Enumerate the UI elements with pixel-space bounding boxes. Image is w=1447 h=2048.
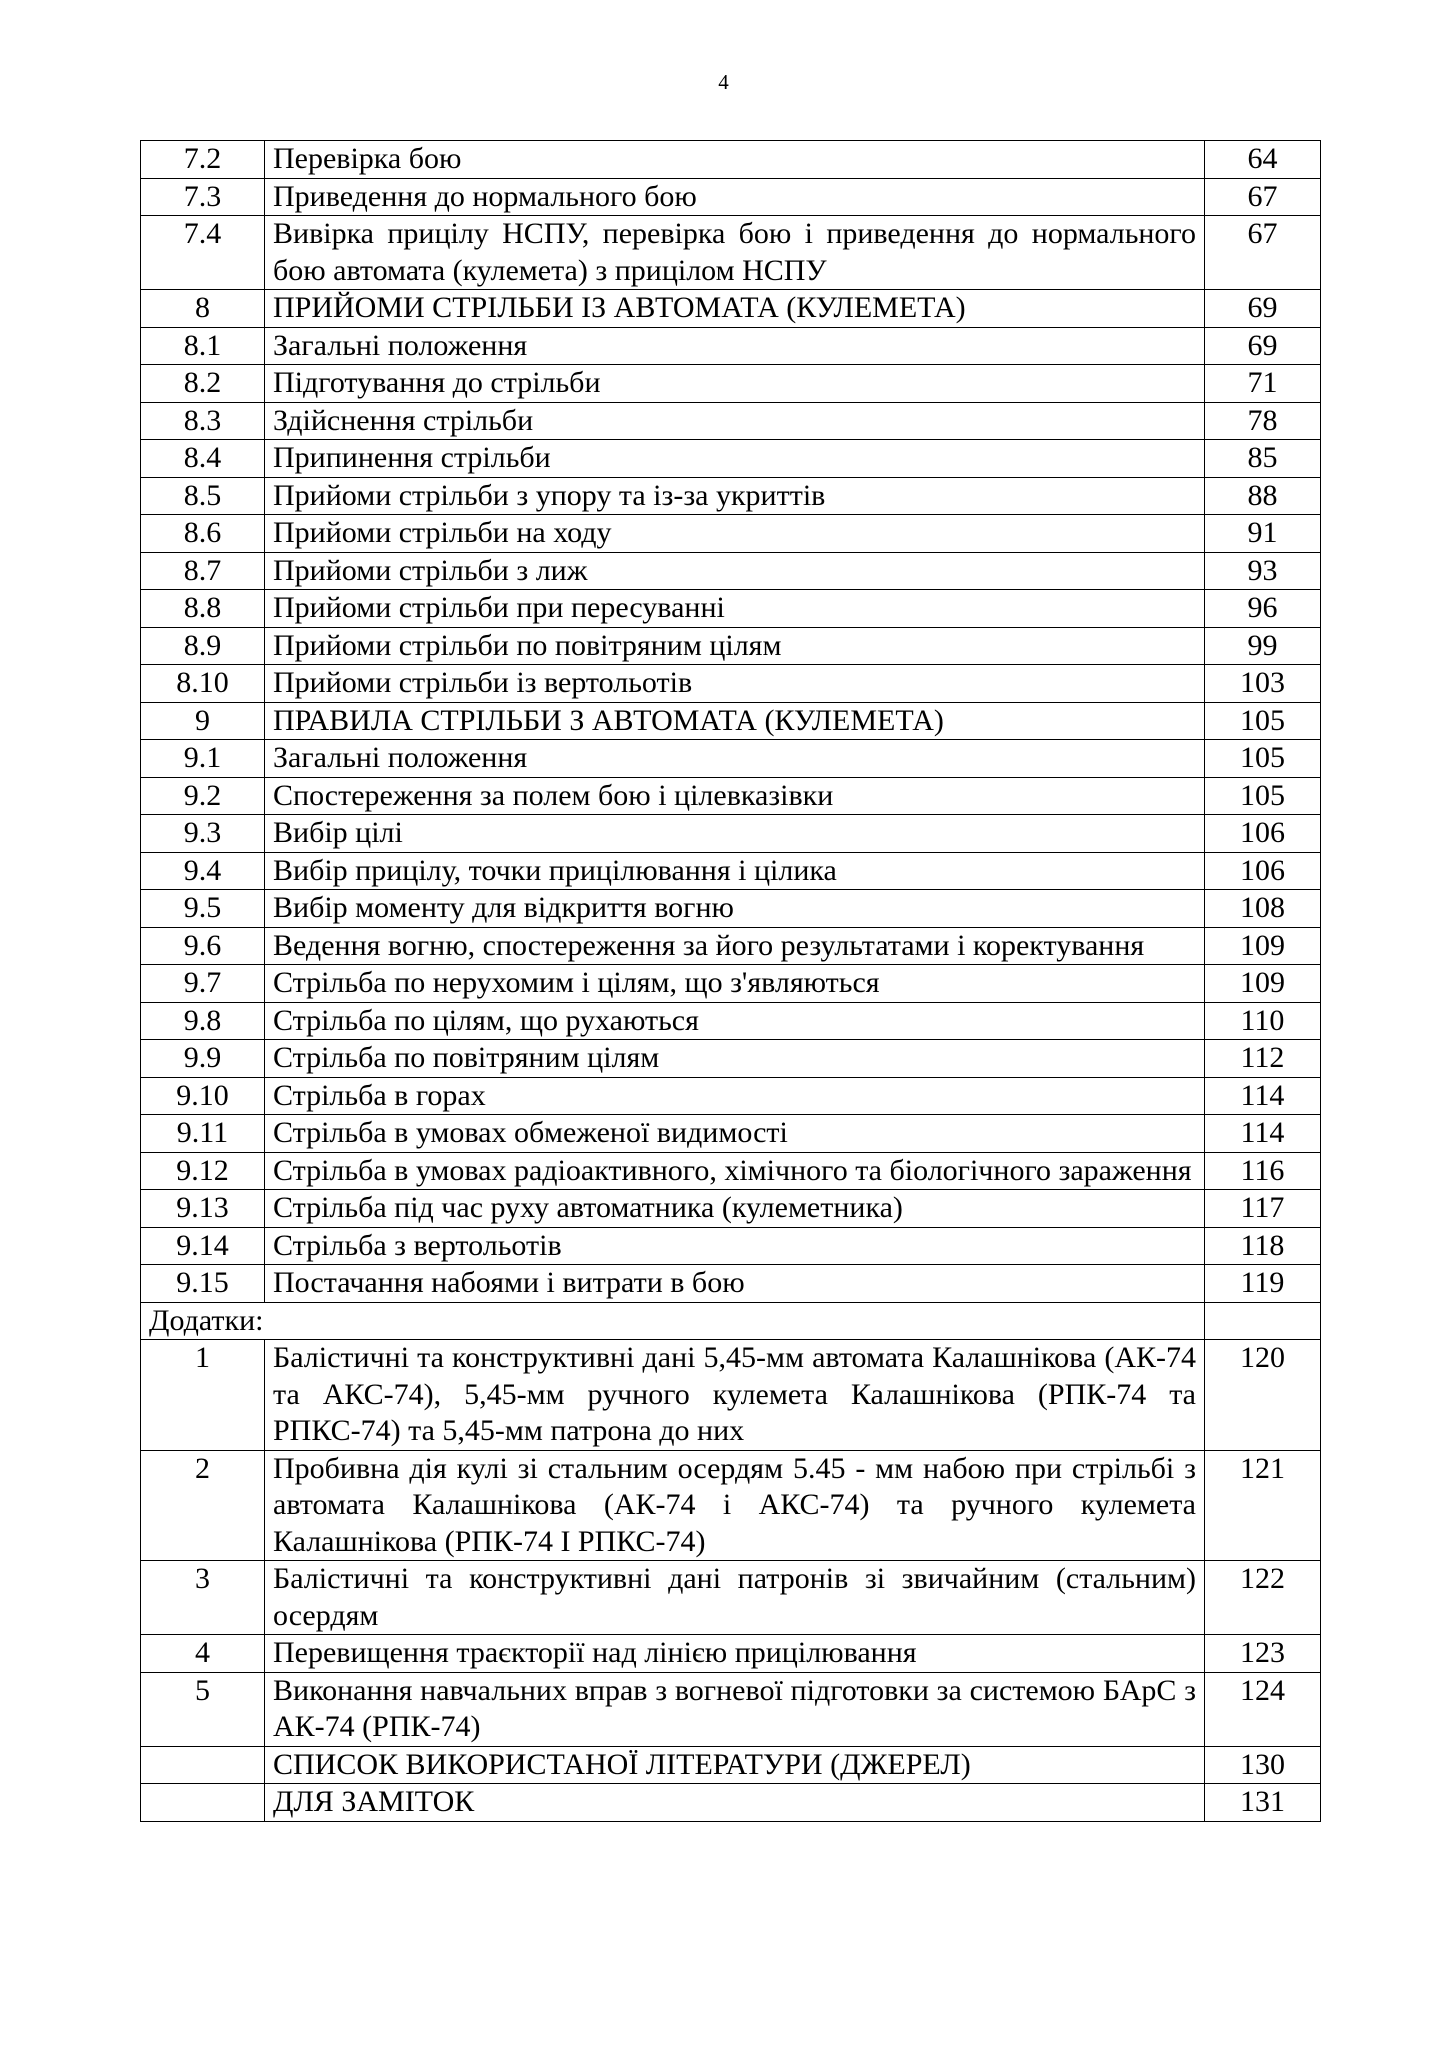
toc-row (141, 552, 1321, 590)
toc-title: СПИСОК ВИКОРИСТАНОЇ ЛІТЕРАТУРИ (ДЖЕРЕЛ) (265, 1746, 1205, 1784)
toc-row (141, 178, 1321, 216)
toc-page-number: 88 (1205, 477, 1321, 515)
toc-title: Спостереження за полем бою і цілевказівки (265, 777, 1205, 815)
toc-row (141, 702, 1321, 740)
toc-title: Ведення вогню, спостереження за його результатами і коректування (265, 927, 1205, 965)
toc-title: Вибір прицілу, точки прицілювання і цілика (265, 852, 1205, 890)
toc-number: 8.10 (141, 665, 265, 703)
toc-row (141, 1002, 1321, 1040)
toc-row (141, 627, 1321, 665)
toc-title: Виконання навчальних вправ з вогневої підготовки за системою БАрС з АК-74 (РПК-74) (265, 1672, 1205, 1746)
toc-page-number: 105 (1205, 702, 1321, 740)
toc-title: Прийоми стрільби по повітряним цілям (265, 627, 1205, 665)
toc-title: Прийоми стрільби при пересуванні (265, 590, 1205, 628)
toc-title: Перевірка бою (265, 141, 1205, 179)
toc-page-number: 114 (1205, 1115, 1321, 1153)
toc-title: Стрільба в умовах обмеженої видимості (265, 1115, 1205, 1153)
toc-page-number: 103 (1205, 665, 1321, 703)
toc-number (141, 1784, 265, 1822)
toc-number: 9.15 (141, 1265, 265, 1303)
toc-title: Прийоми стрільби з упору та із-за укриттів (265, 477, 1205, 515)
toc-page-number: 116 (1205, 1152, 1321, 1190)
toc-row (141, 1672, 1321, 1746)
toc-title: Приведення до нормального бою (265, 178, 1205, 216)
toc-row (141, 1227, 1321, 1265)
toc-row (141, 890, 1321, 928)
toc-title: ПРАВИЛА СТРІЛЬБИ З АВТОМАТА (КУЛЕМЕТА) (265, 702, 1205, 740)
toc-number: 8.7 (141, 552, 265, 590)
toc-number: 5 (141, 1672, 265, 1746)
toc-page-number: 119 (1205, 1265, 1321, 1303)
toc-title: Стрільба по цілям, що рухаються (265, 1002, 1205, 1040)
toc-page-number: 105 (1205, 777, 1321, 815)
toc-number: 9.7 (141, 965, 265, 1003)
toc-page-number: 117 (1205, 1190, 1321, 1228)
toc-number: 8.1 (141, 327, 265, 365)
toc-page-number: 121 (1205, 1450, 1321, 1561)
toc-page-number: 91 (1205, 515, 1321, 553)
toc-number: 9.5 (141, 890, 265, 928)
toc-number: 9.14 (141, 1227, 265, 1265)
toc-row (141, 216, 1321, 290)
toc-page-number: 69 (1205, 290, 1321, 328)
toc-page-number: 71 (1205, 365, 1321, 403)
toc-page-number: 85 (1205, 440, 1321, 478)
toc-title: Стрільба під час руху автоматника (кулеметника) (265, 1190, 1205, 1228)
toc-page-number: 106 (1205, 815, 1321, 853)
toc-page-number: 78 (1205, 402, 1321, 440)
toc-number: 9.9 (141, 1040, 265, 1078)
toc-page-number: 112 (1205, 1040, 1321, 1078)
toc-number: 1 (141, 1340, 265, 1451)
toc-page-number: 96 (1205, 590, 1321, 628)
toc-number: 9.4 (141, 852, 265, 890)
toc-page-number: 109 (1205, 965, 1321, 1003)
toc-number: 9.8 (141, 1002, 265, 1040)
toc-title: Стрільба в горах (265, 1077, 1205, 1115)
toc-title: Пробивна дія кулі зі стальним осердям 5.45 - мм набою при стрільбі з автомата Калашнікова (АК-74 і АКС-74) та ручного кулемета Калашнікова (РПК-74 І РПКС-74) (265, 1450, 1205, 1561)
toc-page-number: 64 (1205, 141, 1321, 179)
toc-page-number: 114 (1205, 1077, 1321, 1115)
toc-row (141, 1340, 1321, 1451)
toc-page-number: 109 (1205, 927, 1321, 965)
toc-number: 9 (141, 702, 265, 740)
toc-row (141, 327, 1321, 365)
toc-row (141, 815, 1321, 853)
toc-number: 9.13 (141, 1190, 265, 1228)
toc-row (141, 440, 1321, 478)
toc-row (141, 1077, 1321, 1115)
toc-number: 9.6 (141, 927, 265, 965)
toc-row (141, 1190, 1321, 1228)
toc-number: 9.11 (141, 1115, 265, 1153)
toc-row (141, 1746, 1321, 1784)
toc-row (141, 665, 1321, 703)
toc-page-number: 120 (1205, 1340, 1321, 1451)
toc-number: 9.12 (141, 1152, 265, 1190)
toc-row (141, 927, 1321, 965)
toc-title: Вибір моменту для відкриття вогню (265, 890, 1205, 928)
toc-number: 9.3 (141, 815, 265, 853)
toc-row (141, 477, 1321, 515)
toc-title: Підготування до стрільби (265, 365, 1205, 403)
toc-title: Стрільба по повітряним цілям (265, 1040, 1205, 1078)
toc-row (141, 1561, 1321, 1635)
toc-page-number: 123 (1205, 1635, 1321, 1673)
toc-title: ДЛЯ ЗАМІТОК (265, 1784, 1205, 1822)
toc-row (141, 1040, 1321, 1078)
toc-page-number: 67 (1205, 216, 1321, 290)
toc-number (141, 1746, 265, 1784)
toc-row (141, 740, 1321, 778)
toc-number: 8.8 (141, 590, 265, 628)
toc-title: Балістичні та конструктивні дані 5,45-мм автомата Калашнікова (АК-74 та АКС-74), 5,45-мм ручного кулемета Калашнікова (РПК-74 та РПКС-74) та 5,45-мм патрона до них (265, 1340, 1205, 1451)
toc-title: Стрільба в умовах радіоактивного, хімічного та біологічного зараження (265, 1152, 1205, 1190)
toc-page-number: 99 (1205, 627, 1321, 665)
toc-title: Вибір цілі (265, 815, 1205, 853)
toc-title: Балістичні та конструктивні дані патронів зі звичайним (стальним) осердям (265, 1561, 1205, 1635)
toc-number: 8.3 (141, 402, 265, 440)
toc-page-cell (1205, 1302, 1321, 1340)
toc-number: 8.6 (141, 515, 265, 553)
toc-title: Перевищення траєкторії над лінією прицілювання (265, 1635, 1205, 1673)
toc-page-number: 118 (1205, 1227, 1321, 1265)
toc-number: 9.1 (141, 740, 265, 778)
toc-number: 8.9 (141, 627, 265, 665)
toc-row (141, 1265, 1321, 1303)
toc-row (141, 365, 1321, 403)
table-of-contents (140, 140, 1321, 1822)
toc-number: 2 (141, 1450, 265, 1561)
toc-number: 4 (141, 1635, 265, 1673)
toc-page-number: 105 (1205, 740, 1321, 778)
toc-title: ПРИЙОМИ СТРІЛЬБИ ІЗ АВТОМАТА (КУЛЕМЕТА) (265, 290, 1205, 328)
toc-row (141, 852, 1321, 890)
toc-title: Припинення стрільби (265, 440, 1205, 478)
toc-page-number: 122 (1205, 1561, 1321, 1635)
toc-row (141, 1302, 1321, 1340)
toc-row (141, 1784, 1321, 1822)
toc-page-number: 110 (1205, 1002, 1321, 1040)
toc-number: 9.10 (141, 1077, 265, 1115)
toc-page-number: 124 (1205, 1672, 1321, 1746)
toc-title: Прийоми стрільби з лиж (265, 552, 1205, 590)
toc-number: 7.2 (141, 141, 265, 179)
toc-title: Вивірка прицілу НСПУ, перевірка бою і приведення до нормального бою автомата (кулемета) з прицілом НСПУ (265, 216, 1205, 290)
toc-page-number: 69 (1205, 327, 1321, 365)
toc-row (141, 590, 1321, 628)
toc-row (141, 1635, 1321, 1673)
toc-page-number: 130 (1205, 1746, 1321, 1784)
toc-row (141, 1450, 1321, 1561)
toc-title: Загальні положення (265, 327, 1205, 365)
toc-row (141, 1115, 1321, 1153)
toc-title: Стрільба по нерухомим і цілям, що з'являються (265, 965, 1205, 1003)
toc-page-number: 67 (1205, 178, 1321, 216)
toc-number: 9.2 (141, 777, 265, 815)
toc-row (141, 290, 1321, 328)
toc-number: 3 (141, 1561, 265, 1635)
toc-number: 8.5 (141, 477, 265, 515)
toc-page-number: 106 (1205, 852, 1321, 890)
toc-title: Стрільба з вертольотів (265, 1227, 1205, 1265)
toc-page-number: 131 (1205, 1784, 1321, 1822)
toc-number: 7.4 (141, 216, 265, 290)
toc-page-number: 108 (1205, 890, 1321, 928)
toc-number: 8.4 (141, 440, 265, 478)
toc-title: Загальні положення (265, 740, 1205, 778)
toc-row (141, 1152, 1321, 1190)
toc-row (141, 515, 1321, 553)
appendix-heading: Додатки: (141, 1302, 1205, 1340)
toc-number: 8.2 (141, 365, 265, 403)
toc-row (141, 141, 1321, 179)
toc-row (141, 965, 1321, 1003)
toc-page-number: 93 (1205, 552, 1321, 590)
page-number: 4 (718, 70, 729, 94)
toc-number: 7.3 (141, 178, 265, 216)
toc-title: Прийоми стрільби із вертольотів (265, 665, 1205, 703)
toc-body (141, 141, 1321, 1822)
toc-row (141, 777, 1321, 815)
toc-title: Постачання набоями і витрати в бою (265, 1265, 1205, 1303)
toc-row (141, 402, 1321, 440)
toc-title: Здійснення стрільби (265, 402, 1205, 440)
toc-title: Прийоми стрільби на ходу (265, 515, 1205, 553)
toc-number: 8 (141, 290, 265, 328)
